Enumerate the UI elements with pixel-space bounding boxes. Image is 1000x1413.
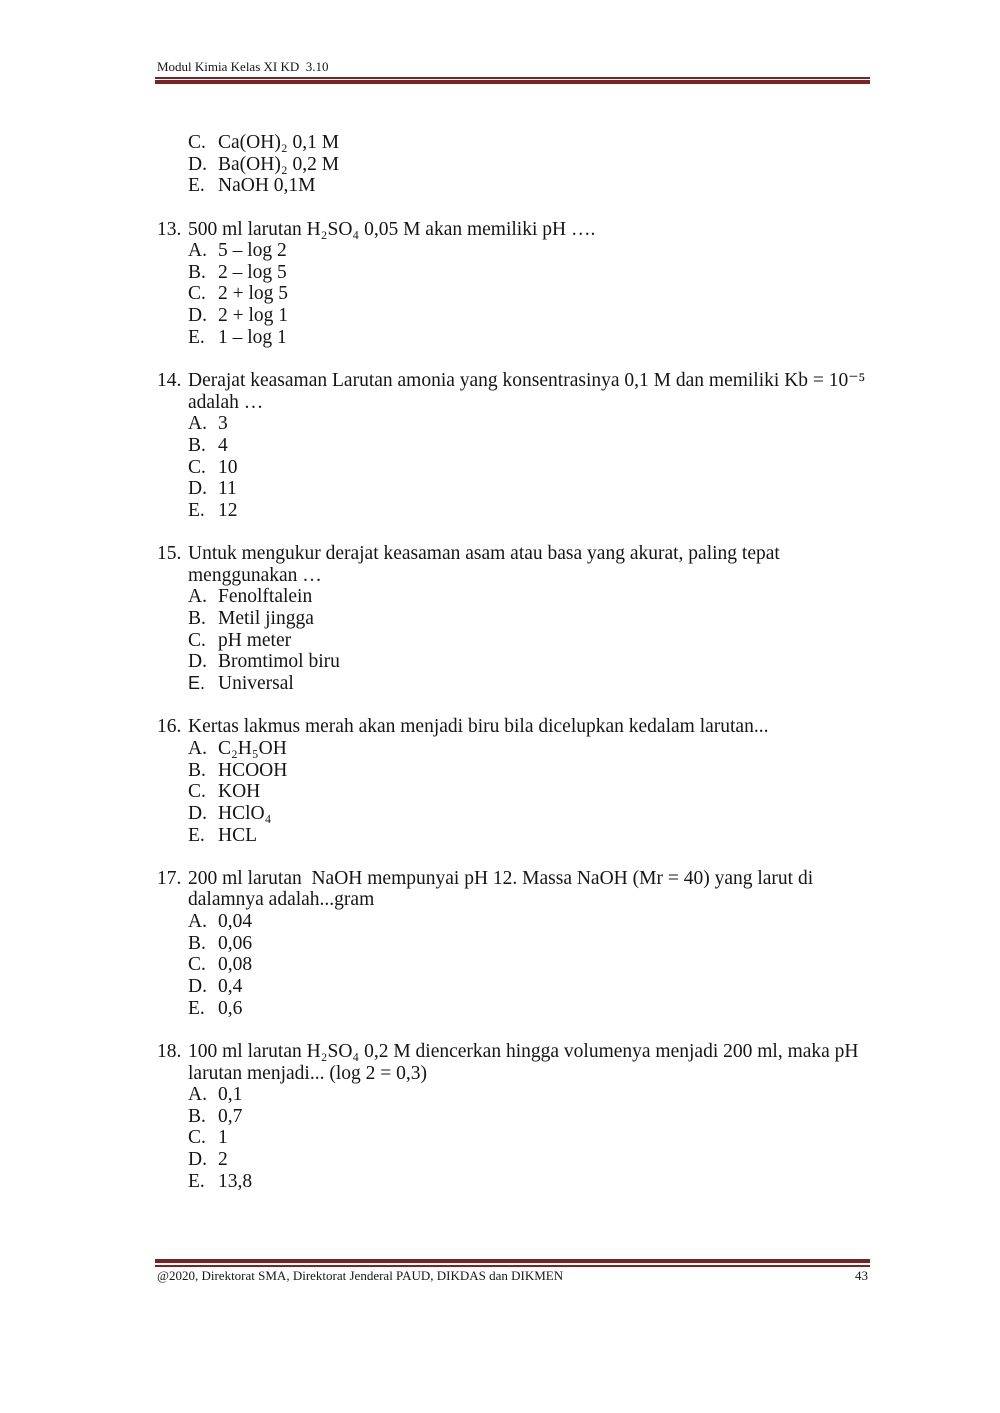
carryover-options: [157, 132, 897, 197]
question-stem-continuation: [157, 392, 897, 414]
option-text: pH meter: [218, 629, 292, 651]
option-letter: B.: [188, 434, 206, 456]
option-a: [157, 240, 897, 262]
option-a: [157, 738, 897, 760]
option-e: [157, 998, 897, 1020]
option-text: Fenolftalein: [218, 586, 313, 608]
question-stem-continuation: [157, 565, 897, 587]
option-e: [157, 825, 897, 847]
option-text: HCL: [218, 824, 257, 846]
option-letter: E.: [188, 997, 205, 1019]
option-a: [157, 1084, 897, 1106]
question-number: 14.: [157, 370, 182, 392]
question-14: [157, 370, 897, 521]
option-letter: E.: [188, 824, 205, 846]
question-stem-line: [157, 716, 897, 738]
option-text: Ba(OH)₂ 0,2 M: [218, 153, 340, 175]
header-rule-thick: [155, 80, 870, 84]
question-16: [157, 716, 897, 846]
question-text: 100 ml larutan H₂SO₄ 0,2 M diencerkan hingga volumenya menjadi 200 ml, maka pH: [188, 1040, 859, 1062]
question-text: dalamnya adalah...gram: [188, 889, 375, 911]
option-d: [157, 305, 897, 327]
question-text: Untuk mengukur derajat keasaman asam atau basa yang akurat, paling tepat: [188, 543, 780, 565]
option-b: [157, 435, 897, 457]
option-text: 2 + log 1: [218, 305, 289, 327]
option-letter: D.: [188, 153, 207, 175]
option-d: [157, 976, 897, 998]
option-text: HCOOH: [218, 759, 288, 781]
option-d: [157, 651, 897, 673]
option-letter: A.: [188, 1084, 207, 1106]
option-e: [157, 673, 897, 695]
question-stem-continuation: [157, 889, 897, 911]
question-stem-line: [157, 1041, 897, 1063]
option-letter: B.: [188, 932, 206, 954]
option-letter: B.: [188, 759, 206, 781]
option-text: 11: [218, 478, 237, 500]
option-d: [157, 803, 897, 825]
option-b: [157, 760, 897, 782]
question-text: menggunakan …: [188, 564, 322, 586]
question-stem-line: [157, 543, 897, 565]
page-header-title: Modul Kimia Kelas XI KD 3.10: [157, 59, 329, 74]
footer-publisher: @2020, Direktorat SMA, Direktorat Jenderal PAUD, DIKDAS dan DIKMEN: [157, 1268, 564, 1283]
question-text: larutan menjadi... (log 2 = 0,3): [188, 1062, 427, 1084]
option-d: [157, 478, 897, 500]
question-stem-line: [157, 370, 897, 392]
option-letter: C.: [188, 629, 206, 651]
option-d: [157, 1149, 897, 1171]
option-e: [157, 327, 897, 349]
option-letter: D.: [188, 802, 207, 824]
option-b: [157, 1106, 897, 1128]
option-letter: C.: [188, 954, 206, 976]
option-letter: A.: [188, 586, 207, 608]
option-c: [157, 954, 897, 976]
option-text: 2 – log 5: [218, 261, 287, 283]
option-c: [157, 1127, 897, 1149]
question-number: 15.: [157, 543, 182, 565]
carryover-option-e: [157, 175, 897, 197]
option-letter: A.: [188, 413, 207, 435]
footer-rule-thin: [155, 1265, 870, 1267]
question-text: adalah …: [188, 391, 264, 413]
question-text: 500 ml larutan H₂SO₄ 0,05 M akan memiliki pH ….: [188, 218, 596, 240]
option-text: Bromtimol biru: [218, 651, 340, 673]
option-c: [157, 457, 897, 479]
option-text: Metil jingga: [218, 608, 314, 630]
question-text: Derajat keasaman Larutan amonia yang konsentrasinya 0,1 M dan memiliki Kb = 10⁻⁵: [188, 370, 866, 392]
option-text: Ca(OH)₂ 0,1 M: [218, 132, 340, 153]
option-text: 2 + log 5: [218, 283, 289, 305]
question-13: [157, 219, 897, 349]
option-letter: E.: [188, 499, 205, 521]
option-text: 0,1: [218, 1084, 243, 1106]
option-text: 12: [218, 499, 238, 521]
question-stem-line: [157, 868, 897, 890]
option-letter: D.: [188, 1149, 207, 1171]
option-b: [157, 608, 897, 630]
option-c: [157, 781, 897, 803]
question-stem-line: [157, 219, 897, 241]
question-number: 18.: [157, 1040, 182, 1062]
option-letter: D.: [188, 651, 207, 673]
option-text: KOH: [218, 781, 261, 803]
question-text: Kertas lakmus merah akan menjadi biru bila dicelupkan kedalam larutan...: [188, 716, 769, 738]
option-letter: C.: [188, 781, 206, 803]
option-letter: B.: [188, 1105, 206, 1127]
footer-rule-thick: [155, 1259, 870, 1263]
option-text: 0,4: [218, 975, 243, 997]
option-a: [157, 586, 897, 608]
option-letter: E.: [188, 326, 205, 348]
option-text: 0,06: [218, 932, 253, 954]
option-text: 1: [218, 1127, 228, 1149]
option-e: [157, 1171, 897, 1193]
option-letter: C.: [188, 283, 206, 305]
option-letter: A.: [188, 911, 207, 933]
option-text: 10: [218, 456, 238, 478]
question-stem-continuation: [157, 1063, 897, 1085]
option-text: 3: [218, 413, 228, 435]
option-letter: E.: [188, 673, 206, 694]
option-b: [157, 262, 897, 284]
carryover-option-c: [157, 132, 897, 154]
option-letter: E.: [188, 175, 205, 197]
carryover-option-d: [157, 154, 897, 176]
question-15: [157, 543, 897, 694]
option-text: 2: [218, 1149, 228, 1171]
option-letter: B.: [188, 608, 206, 630]
option-letter: A.: [188, 737, 207, 759]
option-a: [157, 413, 897, 435]
page-number: 43: [855, 1268, 868, 1283]
header-rule-thin: [155, 77, 870, 79]
option-text: 13,8: [218, 1170, 253, 1192]
question-18: [157, 1041, 897, 1192]
option-text: 1 – log 1: [218, 326, 287, 348]
option-e: [157, 500, 897, 522]
option-letter: D.: [188, 975, 207, 997]
question-17: [157, 868, 897, 1019]
question-list: [157, 132, 897, 1192]
option-text: 5 – log 2: [218, 240, 287, 262]
option-letter: B.: [188, 261, 206, 283]
question-number: 17.: [157, 867, 182, 889]
question-text: 200 ml larutan NaOH mempunyai pH 12. Massa NaOH (Mr = 40) yang larut di: [188, 867, 814, 889]
question-number: 13.: [157, 218, 182, 240]
option-a: [157, 911, 897, 933]
option-letter: D.: [188, 478, 207, 500]
option-text: NaOH 0,1M: [218, 175, 316, 197]
option-letter: E.: [188, 1170, 205, 1192]
option-b: [157, 933, 897, 955]
option-text: 0,6: [218, 997, 243, 1019]
option-letter: C.: [188, 132, 206, 153]
option-text: 0,7: [218, 1105, 243, 1127]
option-text: C₂H₅OH: [218, 737, 287, 759]
option-text: HClO₄: [218, 802, 272, 824]
option-letter: C.: [188, 1127, 206, 1149]
option-letter: D.: [188, 305, 207, 327]
question-number: 16.: [157, 716, 182, 738]
option-letter: A.: [188, 240, 207, 262]
option-text: 0,08: [218, 954, 253, 976]
option-c: [157, 630, 897, 652]
option-letter: C.: [188, 456, 206, 478]
option-c: [157, 283, 897, 305]
option-text: 4: [218, 434, 228, 456]
option-text: 0,04: [218, 911, 253, 933]
option-text: Universal: [218, 673, 294, 695]
